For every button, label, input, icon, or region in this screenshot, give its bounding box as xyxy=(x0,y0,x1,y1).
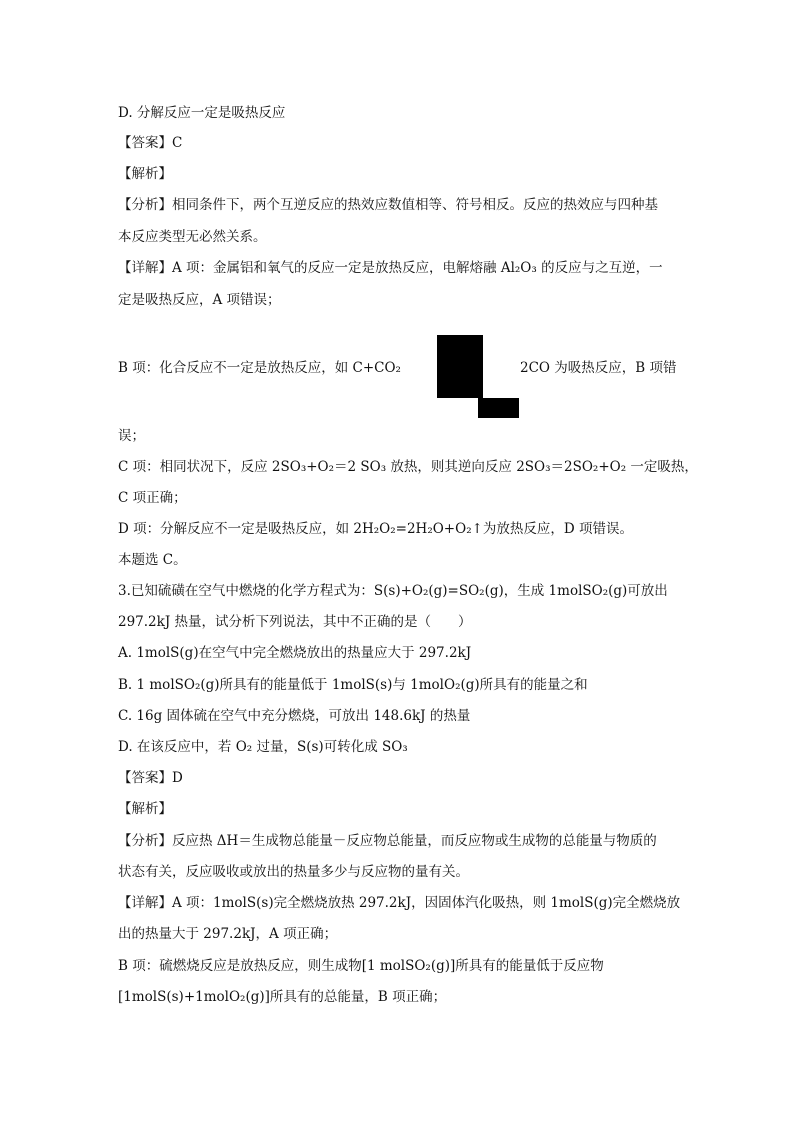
text-line: 本题选 C。 xyxy=(118,552,187,568)
text-line: [1molS(s)+1molO₂(g)]所具有的总能量，B 项正确； xyxy=(118,989,447,1005)
text-line: D. 分解反应一定是吸热反应 xyxy=(118,105,286,121)
text-line: 状态有关，反应吸收或放出的热量多少与反应物的量有关。 xyxy=(118,864,469,880)
redaction-block xyxy=(437,335,483,398)
text-line: 3.已知硫磺在空气中燃烧的化学方程式为：S(s)+O₂(g)=SO₂(g)，生成 1molSO₂(g)可放出 xyxy=(118,583,668,599)
text-line: 定是吸热反应，A 项错误； xyxy=(118,292,281,308)
text-line: B. 1 molSO₂(g)所具有的能量低于 1molS(s)与 1molO₂(g)所具有的能量之和 xyxy=(118,677,588,693)
text-line: D 项：分解反应不一定是吸热反应，如 2H₂O₂=2H₂O+O₂↑为放热反应，D 项错误。 xyxy=(118,521,634,537)
text-line: 【分析】反应热 ΔH＝生成物总能量－反应物总能量，而反应物或生成物的总能量与物质的 xyxy=(118,833,657,849)
text-line: A. 1molS(g)在空气中完全燃烧放出的热量应大于 297.2kJ xyxy=(118,645,472,661)
text-line: 【详解】A 项：1molS(s)完全燃烧放热 297.2kJ，因固体汽化吸热，则 1molS(g)完全燃烧放 xyxy=(118,895,681,911)
text-line: C 项正确； xyxy=(118,490,187,506)
text-line: 【详解】A 项：金属铝和氧气的反应一定是放热反应，电解熔融 Al₂O₃ 的反应与之互逆，一 xyxy=(118,260,663,276)
text-line-continuation: 2CO 为吸热反应，B 项错 xyxy=(520,360,677,376)
text-line: 【答案】C xyxy=(118,135,183,151)
text-line: 【解析】 xyxy=(118,801,172,817)
redaction-block xyxy=(478,398,519,418)
text-line: 【解析】 xyxy=(118,166,172,182)
text-line: 【答案】D xyxy=(118,770,183,786)
text-line: 【分析】相同条件下，两个互逆反应的热效应数值相等、符号相反。反应的热效应与四种基 xyxy=(118,197,658,213)
text-line: C 项：相同状况下，反应 2SO₃+O₂＝2 SO₃ 放热，则其逆向反应 2SO₃＝2SO₂+O₂ 一定吸热， xyxy=(118,459,698,475)
text-line: C. 16g 固体硫在空气中充分燃烧，可放出 148.6kJ 的热量 xyxy=(118,708,471,724)
text-line: 误； xyxy=(118,428,145,444)
text-line: D. 在该反应中，若 O₂ 过量，S(s)可转化成 SO₃ xyxy=(118,739,408,755)
text-line: 297.2kJ 热量，试分析下列说法，其中不正确的是（ ） xyxy=(118,614,472,630)
text-line: B 项：硫燃烧反应是放热反应，则生成物[1 molSO₂(g)]所具有的能量低于反应物 xyxy=(118,958,604,974)
text-line: 出的热量大于 297.2kJ，A 项正确； xyxy=(118,926,338,942)
text-line: 本反应类型无必然关系。 xyxy=(118,229,267,245)
text-line: B 项：化合反应不一定是放热反应，如 C+CO₂ xyxy=(118,360,401,376)
